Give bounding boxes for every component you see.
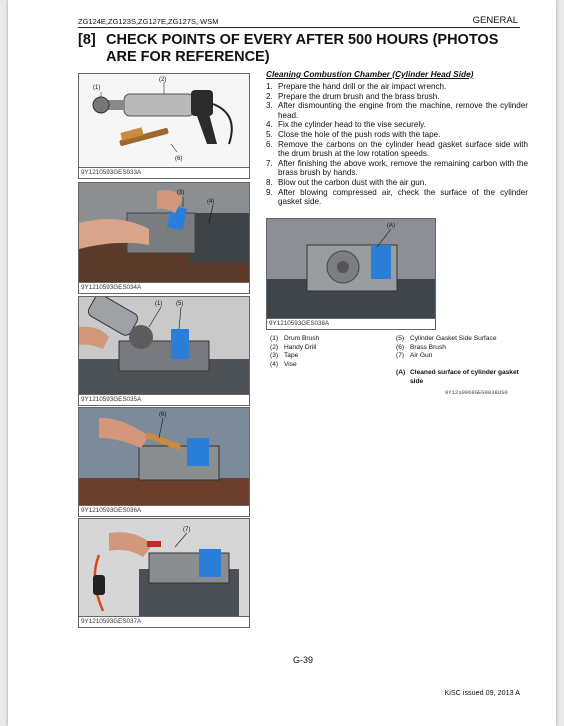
callout-6: (6)	[175, 156, 183, 162]
step-item: 5. Close the hole of the push rods with the tape.	[266, 129, 441, 139]
section-number: [8]	[78, 32, 96, 48]
callout-5: (5)	[176, 301, 184, 307]
callout-1: (1)	[155, 301, 163, 307]
legend-item: (7) Air Gun	[396, 352, 433, 359]
callout-7: (7)	[183, 527, 191, 533]
callout-2: (2)	[159, 77, 167, 83]
photo-cleaned-surface	[266, 218, 436, 330]
photo-caption: 9Y1210593GES035A	[79, 394, 249, 405]
legend-right	[396, 335, 497, 361]
photo-caption: 9Y1210593GES038A	[267, 318, 435, 329]
page-title: CHECK POINTS OF EVERY AFTER 500 HOURS (PHOTOS ARE FOR REFERENCE)	[106, 32, 499, 65]
photo-caption: 9Y1210593GES034A	[79, 282, 249, 293]
step-item: 3. After dismounting the engine from the machine, remove the cylinder head.	[266, 101, 528, 120]
photo-taping	[78, 182, 250, 294]
legend-item: (2) Handy Drill	[270, 343, 317, 351]
photo-air-gun	[78, 518, 250, 628]
legend-item: (3) Tape	[270, 352, 299, 359]
legend-left	[270, 335, 319, 369]
photo-brass-brush	[78, 407, 250, 517]
procedure-steps	[266, 82, 528, 207]
callout-1: (1)	[93, 85, 101, 91]
callout-A: (A)	[387, 223, 395, 229]
photo-caption: 9Y1210593GES036A	[79, 505, 249, 516]
callout-3: (3)	[177, 190, 185, 196]
photo-air-gun-image	[79, 519, 249, 617]
legend-item: (4) Vise	[270, 360, 297, 368]
callout-6: (6)	[159, 412, 167, 418]
photo-tools-image	[79, 74, 249, 168]
photo-caption: 9Y1210593GES033A	[79, 167, 249, 178]
header-section: GENERAL	[472, 15, 518, 26]
step-item: 8. Blow out the carbon dust with the air gun.	[266, 177, 427, 187]
step-item: 2. Prepare the drum brush and the brass brush.	[266, 91, 440, 101]
step-item: 4. Fix the cylinder head to the vise securely.	[266, 120, 426, 130]
photo-cleaned-surface-image	[267, 219, 435, 319]
legend-item: (5) Cylinder Gasket Side Surface	[396, 335, 497, 342]
step-item: 9. After blowing compressed air, check the surface of the cylinder gasket side.	[266, 187, 528, 207]
photo-taping-image	[79, 183, 249, 283]
callout-4: (4)	[207, 199, 215, 205]
reference-code: 9Y1210968GEG0038US0	[445, 389, 508, 396]
photo-caption: 9Y1210593GES037A	[79, 616, 249, 627]
header-rule	[78, 27, 520, 28]
step-item: 6. Remove the carbons on the cylinder head gasket surface side with the drum brush at the low rotation speeds.	[266, 139, 528, 159]
step-item: 7. After finishing the above work, remove the remaining carbon with the brass brush by hands.	[266, 158, 528, 178]
header-models: ZG124E,ZG123S,ZG127E,ZG127S, WSM	[78, 17, 219, 26]
legend-item: (1) Drum Brush	[270, 335, 320, 342]
photo-drum-brush-image	[79, 297, 249, 395]
footer-issue: KiSC issued 09, 2013 A	[444, 688, 520, 697]
photo-drum-brush	[78, 296, 250, 406]
photo-brass-brush-image	[79, 408, 249, 506]
photo-tools	[78, 73, 250, 179]
legend-item: (6) Brass Brush	[396, 343, 446, 351]
note-A: (A) Cleaned surface of cylinder gasket side	[396, 369, 519, 385]
procedure-heading: Cleaning Combustion Chamber (Cylinder Head Side)	[266, 69, 474, 79]
step-item: 1. Prepare the hand drill or the air impact wrench.	[266, 82, 447, 91]
manual-page	[8, 0, 556, 726]
page-number: G-39	[293, 655, 314, 665]
